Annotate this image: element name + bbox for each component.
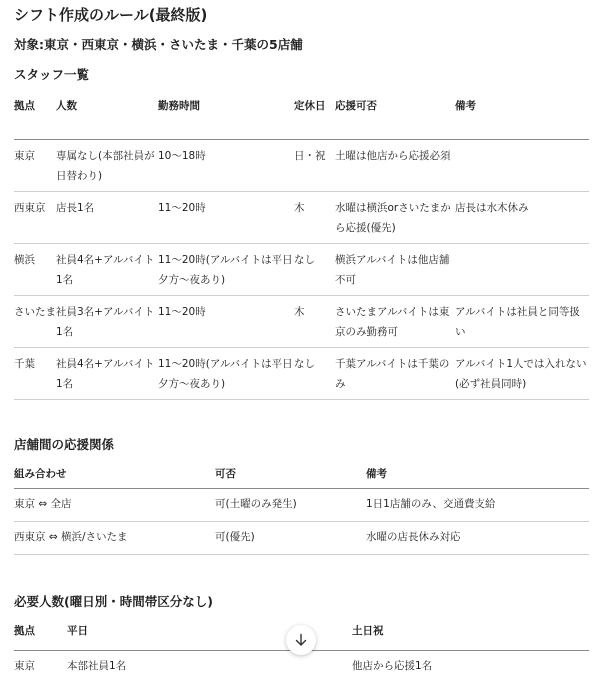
table-row <box>14 295 589 347</box>
table-cell: 社員4名+アルバイト1名 <box>56 253 155 286</box>
table-cell: アルバイトは社員と同等扱い <box>455 305 580 338</box>
table-cell: 東京 <box>14 149 35 162</box>
table-cell: 11〜20時 <box>158 305 206 318</box>
table-cell: 11〜20時(アルバイトは平日夕方〜夜あり) <box>158 253 293 286</box>
table-cell: アルバイト1人では入れない(必ず社員同時) <box>455 357 587 390</box>
table-cell: 他店から応援1名 <box>352 659 433 672</box>
table-cell: 横浜 <box>14 253 35 266</box>
table-cell: 東京 <box>14 659 35 672</box>
table-cell: 千葉アルバイトは千葉のみ <box>335 357 450 390</box>
table-cell: 11〜20時 <box>158 201 206 214</box>
table-cell: 社員4名+アルバイト1名 <box>56 357 155 390</box>
table-cell: 木 <box>294 305 305 318</box>
table-cell: 10〜18時 <box>158 149 206 162</box>
table-cell: 西東京 ⇔ 横浜/さいたま <box>14 531 128 543</box>
staff-table-header-row <box>14 92 589 139</box>
staff-section-heading: スタッフ一覧 <box>14 67 90 82</box>
table-row <box>14 191 589 243</box>
table-cell: 可(優先) <box>215 531 255 543</box>
table-cell: 水曜は横浜orさいたまから応援(優先) <box>335 201 451 234</box>
table-cell: さいたまアルバイトは東京のみ勤務可 <box>335 305 450 338</box>
table-cell: 横浜アルバイトは他店舗不可 <box>335 253 450 286</box>
table-cell: 西東京 <box>14 201 46 214</box>
staff-table <box>14 92 589 400</box>
table-cell: 日・祝 <box>294 149 326 162</box>
page-subtitle: 対象:東京・西東京・横浜・さいたま・千葉の5店舗 <box>14 37 303 52</box>
arrow-down-icon <box>294 633 308 647</box>
staff-header-support: 応援可否 <box>335 100 377 112</box>
table-cell: なし <box>294 253 315 266</box>
support-header-combination: 組み合わせ <box>14 467 67 480</box>
table-row <box>14 347 589 399</box>
table-cell: なし <box>294 357 315 370</box>
table-cell: 千葉 <box>14 357 35 370</box>
table-cell: 水曜の店長休み対応 <box>366 531 461 543</box>
table-cell: 可(土曜のみ発生) <box>215 498 297 510</box>
required-section-heading: 必要人数(曜日別・時間帯区分なし) <box>14 594 213 609</box>
page-title: シフト作成のルール(最終版) <box>14 6 208 24</box>
required-header-weekend: 土日祝 <box>352 625 384 637</box>
table-cell: 11〜20時(アルバイトは平日夕方〜夜あり) <box>158 357 293 390</box>
table-cell: 専属なし(本部社員が日替わり) <box>56 149 155 182</box>
support-section-heading: 店舗間の応援関係 <box>14 436 115 452</box>
required-header-location: 拠点 <box>14 625 35 637</box>
table-cell: 本部社員1名 <box>67 659 127 672</box>
support-table-header-row <box>14 462 589 489</box>
table-row <box>14 522 589 555</box>
staff-header-holiday: 定休日 <box>294 100 326 112</box>
table-cell: 店長1名 <box>56 201 95 214</box>
table-row <box>14 243 589 295</box>
table-cell: 店長は水木休み <box>455 201 529 214</box>
support-header-availability: 可否 <box>215 467 236 480</box>
table-cell: 社員3名+アルバイト1名 <box>56 305 155 338</box>
table-row <box>14 139 589 191</box>
staff-header-notes: 備考 <box>455 100 476 112</box>
table-cell: 1日1店舗のみ、交通費支給 <box>366 498 496 510</box>
staff-header-headcount: 人数 <box>56 100 77 112</box>
support-header-notes: 備考 <box>366 467 387 480</box>
required-header-weekday: 平日 <box>67 625 88 637</box>
support-table <box>14 462 589 556</box>
table-cell: さいたま <box>14 305 56 318</box>
table-cell <box>455 139 589 191</box>
table-cell: 木 <box>294 201 305 214</box>
table-cell: 東京 ⇔ 全店 <box>14 498 72 510</box>
table-cell: 土曜は他店から応援必須 <box>335 149 451 162</box>
staff-header-hours: 勤務時間 <box>158 100 200 112</box>
staff-header-location: 拠点 <box>14 100 35 112</box>
scroll-down-button[interactable] <box>286 625 316 655</box>
table-row <box>14 489 589 522</box>
table-cell <box>455 243 589 295</box>
